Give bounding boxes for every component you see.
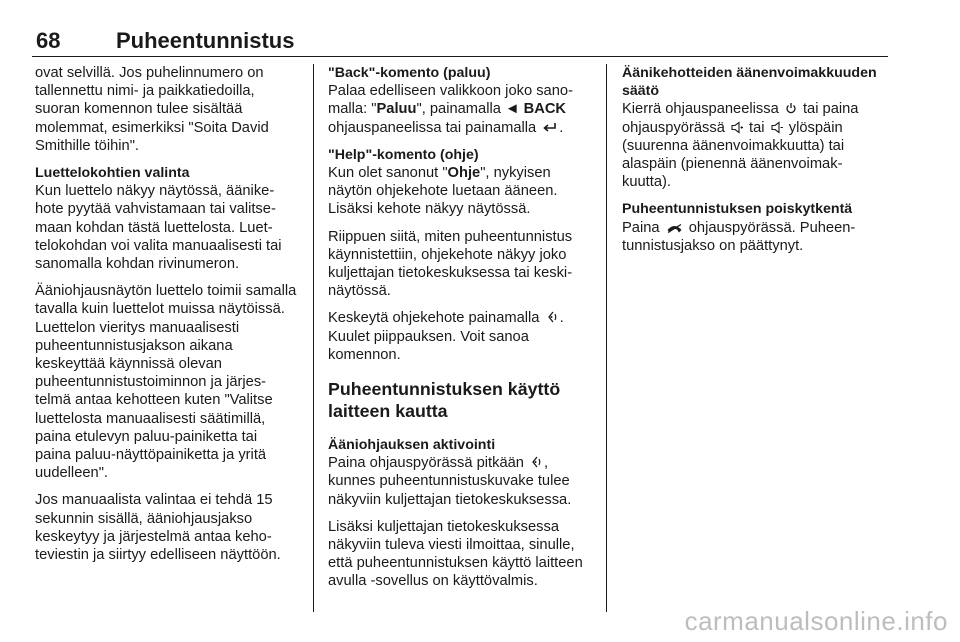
return-arrow-icon <box>542 121 557 134</box>
heading-back-command: "Back"-komento (paluu) <box>328 65 491 81</box>
paragraph-voice-off: Paina ohjauspyörässä. Puheentunnistusjakso on päättynyt. <box>622 219 856 254</box>
volume-up-icon <box>731 121 743 134</box>
paragraph-list-selection: Kun luettelo näkyy näytössä, äänikehote pyytää vahvistamaan tai valitsemaan kohdan tästä luettelosta. Luettelokohdan voi valita manuaalisesti tai sanomalla kohdan rivinumeron. <box>35 183 282 273</box>
voice-command-icon <box>546 310 558 324</box>
column-divider-2 <box>606 64 607 612</box>
heading-help-command: "Help"-komento (ohje) <box>328 146 479 163</box>
volume-down-icon <box>771 121 783 134</box>
page-number: 68 <box>36 28 61 53</box>
page-title: Puheentunnistus <box>116 28 295 53</box>
header-rule <box>32 56 888 57</box>
paragraph-back-command: Palaa edelliseen valikkoon joko sanomalla: "Paluu", painamalla ◄ BACK ohjauspaneelissa tai painamalla . <box>328 83 573 136</box>
column-1 <box>35 64 297 573</box>
voice-command-icon <box>530 455 542 469</box>
back-key-label: ◄ BACK <box>504 101 567 118</box>
paragraph-device-ready: Lisäksi kuljettajan tietokeskuksessa näkyviin tuleva viesti ilmoittaa, sinulle, että puheentunnistuksen käyttö laitteen avulla -sovellus on käyttövalmis. <box>328 518 583 590</box>
paragraph-help-display: Riippuen siitä, miten puheentunnistus käynnistettiin, ohjekehote näkyy joko kuljettajan tietokeskuksessa tai keskinäytössä. <box>328 228 573 300</box>
column-divider-1 <box>313 64 314 612</box>
rotary-power-knob-icon <box>785 102 797 115</box>
heading-list-selection: Luettelokohtien valinta <box>35 165 190 182</box>
watermark: carmanualsonline.info <box>684 606 948 636</box>
paragraph-help-stop: Keskeytä ohjekehote painamalla . Kuulet piippauksen. Voit sanoa komennon. <box>328 310 564 363</box>
paragraph-activate-voice: Paina ohjauspyörässä pitkään , kunnes puheentunnistuskuvake tulee näkyviin kuljettajan tietokeskuksessa. <box>328 455 572 508</box>
paragraph-help-command: Kun olet sanonut "Ohje", nykyisen näytön ohjekehote luetaan ääneen. Lisäksi kehote näkyy näytössä. <box>328 165 558 218</box>
paragraph-list-behaviour: Ääniohjausnäytön luettelo toimii samalla tavalla kuin luettelot muissa näytöissä. Luettelon vieritys manuaalisesti puheentunnistusjakson aikana keskeyttää käynnissä olevan puheentunnistustoiminnon ja järjestelmä antaa kehotteen kuten "Valitse luettelosta manuaalisesti säätimillä, paina etulevyn paluu-painiketta tai paina paluu-näyttöpainiketta ja yritä uudelleen". <box>35 283 297 482</box>
column-2 <box>328 64 591 600</box>
heading-activate-voice: Ääniohjauksen aktivointi <box>328 437 496 454</box>
paragraph-timeout: Jos manuaalista valintaa ei tehdä 15 sekunnin sisällä, ääniohjausjakso keskeytyy ja järjestelmä antaa kehoteviestin ja siirtyy edelliseen näyttöön. <box>35 492 281 564</box>
hang-up-phone-icon <box>666 223 683 234</box>
heading-volume-adjust: Äänikehotteiden äänenvoimakkuuden säätö <box>622 65 877 100</box>
heading-voice-off: Puheentunnistuksen poiskytkentä <box>622 201 853 218</box>
paragraph-volume-adjust: Kierrä ohjauspaneelissa tai paina ohjauspyörässä tai ylöspäin (suurenna äänenvoimakkuutta) tai alaspäin (pienennä äänenvoimakkuutta). <box>622 101 859 191</box>
page-header <box>32 28 888 54</box>
column-3 <box>622 64 884 264</box>
paragraph-intro: ovat selvillä. Jos puhelinnumero on tallennettu nimi- ja paikkatiedoilla, suoran komennon tulee sisältää molemmat, esimerkiksi "Soita David Smithille töihin". <box>35 65 269 154</box>
heading-device-voice: Puheentunnistuksen käyttö laitteen kautta <box>328 379 561 422</box>
